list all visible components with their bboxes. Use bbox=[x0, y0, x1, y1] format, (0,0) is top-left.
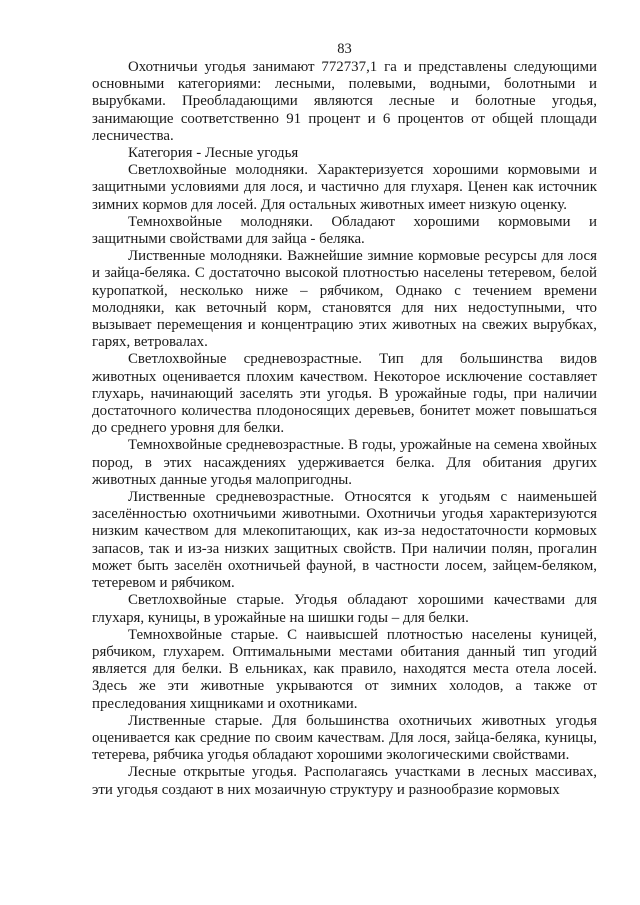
paragraph-light-conifer-old: Светлохвойные старые. Угодья обладают хорошими качествами для глухаря, куницы, в урожайные на шишки годы – для белки. bbox=[92, 592, 597, 626]
page-number: 83 bbox=[337, 41, 352, 57]
paragraph-land-overview: Охотничьи угодья занимают 772737,1 га и представлены следующими основными категориями: лесными, полевыми, водными, болотными и вырубками. Преобладающими являются лесные и болотные угодья, занимающие соответственно 91 процент и 6 процентов от общей площади лесничества. bbox=[92, 59, 597, 144]
paragraph-forest-open-lands: Лесные открытые угодья. Располагаясь участками в лесных массивах, эти угодья создают в них мозаичную структуру и разнообразие кормовых bbox=[92, 764, 597, 798]
section-heading-forest-lands: Категория - Лесные угодья bbox=[128, 145, 299, 162]
paragraph-light-conifer-middle-aged: Светлохвойные средневозрастные. Тип для большинства видов животных оценивается плохим качеством. Некоторое исключение составляет глухарь, начинающий заселять эти угодья. В урожайные годы, при наличии достаточного количества плодоносящих деревьев, бонитет может повышаться до среднего уровня для белки. bbox=[92, 351, 597, 437]
paragraph-dark-conifer-young: Темнохвойные молодняки. Обладают хорошими кормовыми и защитными свойствами для зайца - беляка. bbox=[92, 213, 597, 248]
paragraph-dark-conifer-middle-aged: Темнохвойные средневозрастные. В годы, урожайные на семена хвойных пород, в этих насаждениях удерживается белка. Для обитания других животных данные угодья малопригодны. bbox=[92, 437, 597, 488]
paragraph-light-conifer-young: Светлохвойные молодняки. Характеризуется хорошими кормовыми и защитными условиями для лося, и частично для глухаря. Ценен как источник зимних кормов для лосей. Для остальных животных имеет низкую оценку. bbox=[92, 162, 597, 213]
paragraph-deciduous-middle-aged: Лиственные средневозрастные. Относятся к угодьям с наименьшей заселённостью охотничьими животными. Охотничьи угодья характеризуются низким качеством для млекопитающих, как из-за недостаточности кормовых запасов, так и из-за низких защитных свойств. При наличии полян, прогалин может быть заселён охотничьей фауной, в частности лосем, зайцем-беляком, тетеревом и рябчиком. bbox=[92, 489, 597, 592]
paragraph-deciduous-old: Лиственные старые. Для большинства охотничьих животных угодья оценивается как средние по своим качествам. Для лося, зайца-беляка, куницы, тетерева, рябчика угодья обладают хорошими экологическими свойствами. bbox=[92, 712, 597, 764]
paragraph-dark-conifer-old: Темнохвойные старые. С наивысшей плотностью населены куницей, рябчиком, глухарем. Оптимальными местами обитания данный тип угодий является для белки. В ельниках, как правило, находятся места отела лосей. Здесь же эти животные укрываются от зимних холодов, а также от преследования хищниками и охотниками. bbox=[92, 626, 597, 712]
paragraph-deciduous-young: Лиственные молодняки. Важнейшие зимние кормовые ресурсы для лося и зайца-беляка. С достаточно высокой плотностью населены тетеревом, белой куропаткой, несколько ниже – рябчиком, Однако с течением времени молодняки, как веточный корм, становятся для них недоступными, что вызывает перемещения и концентрацию этих животных на свежих вырубках, гарях, ветровалах. bbox=[92, 248, 597, 351]
